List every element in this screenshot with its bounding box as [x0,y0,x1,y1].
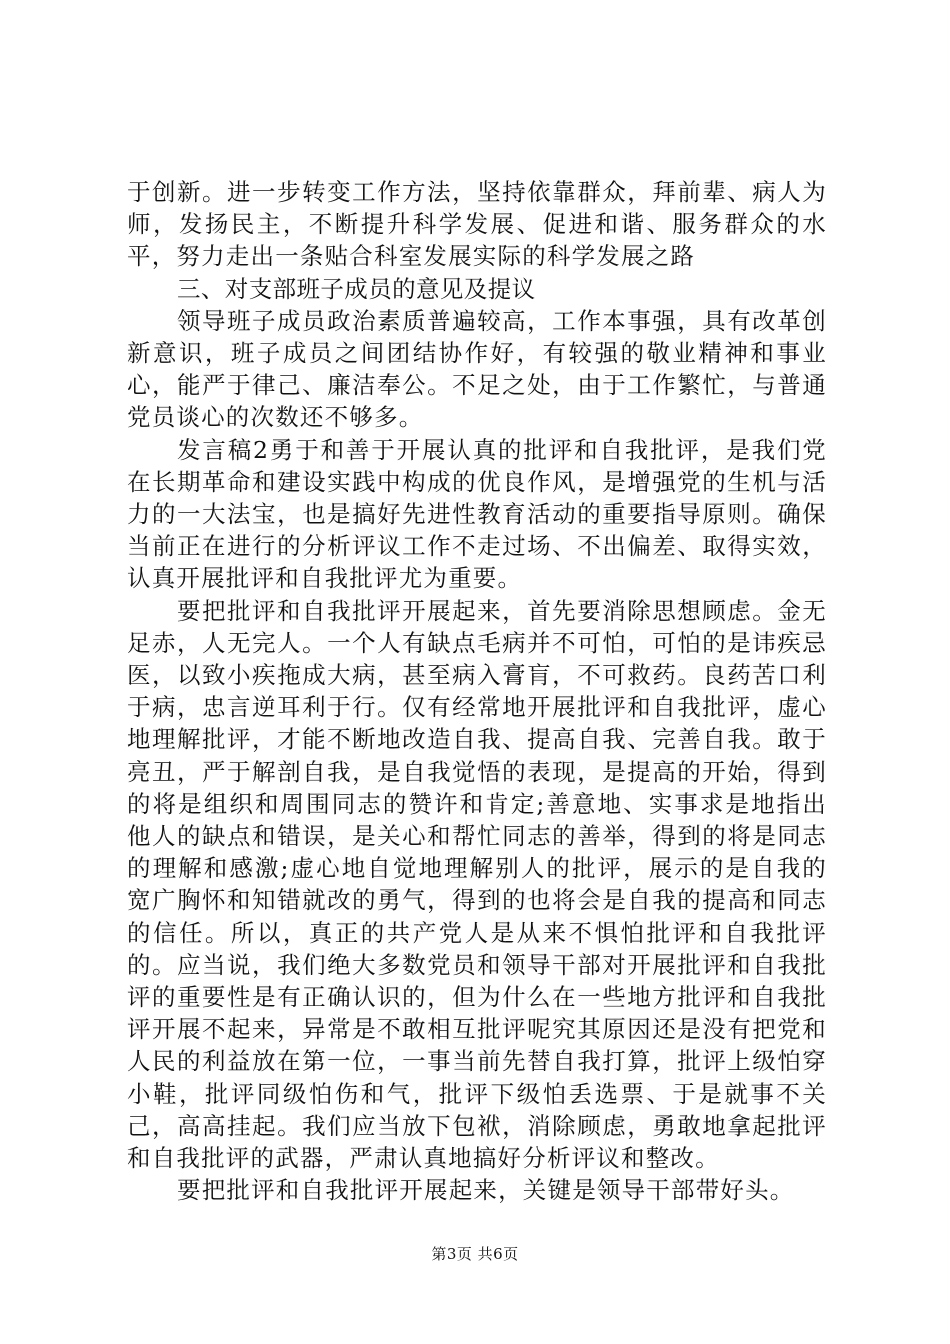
paragraph-criticism-concerns: 要把批评和自我批评开展起来，首先要消除思想顾虑。金无足赤，人无完人。一个人有缺点毛病并不可怕，可怕的是讳疾忌医，以致小疾拖成大病，甚至病入膏肓，不可救药。良药苦口利于病，忠言逆耳利于行。仅有经常地开展批评和自我批评，虚心地理解批评，才能不断地改造自我、提高自我、完善自我。敢于亮丑，严于解剖自我，是自我觉悟的表现，是提高的开始，得到的将是组织和周围同志的赞许和肯定;善意地、实事求是地指出他人的缺点和错误，是关心和帮忙同志的善举，得到的将是同志的理解和感激;虚心地自觉地理解别人的批评，展示的是自我的宽广胸怀和知错就改的勇气，得到的也将会是自我的提高和同志的信任。所以，真正的共产党人是从来不惧怕批评和自我批评的。应当说，我们绝大多数党员和领导干部对开展批评和自我批评的重要性是有正确认识的，但为什么在一些地方批评和自我批评开展不起来，异常是不敢相互批评呢究其原因还是没有把党和人民的利益放在第一位，一事当前先替自我打算，批评上级怕穿小鞋，批评同级怕伤和气，批评下级怕丢选票、于是就事不关己，高高挂起。我们应当放下包袱，消除顾虑，勇敢地拿起批评和自我批评的武器，严肃认真地搞好分析评议和整改。 [127,596,827,1173]
paragraph-leadership-evaluation: 领导班子成员政治素质普遍较高，工作本事强，具有改革创新意识，班子成员之间团结协作好，有较强的敬业精神和事业心，能严于律己、廉洁奉公。不足之处，由于工作繁忙，与普通党员谈心的次数还不够多。 [127,306,827,432]
page-number-footer: 第3页 共6页 [431,1245,519,1263]
paragraph-leaders-lead: 要把批评和自我批评开展起来，关键是领导干部带好头。 [177,1176,795,1205]
paragraph-continuation: 于创新。进一步转变工作方法，坚持依靠群众，拜前辈、病人为师，发扬民主，不断提升科学发展、促进和谐、服务群众的水平，努力走出一条贴合科室发展实际的科学发展之路 [127,178,827,271]
document-body [127,176,827,1207]
section-heading: 三、对支部班子成员的意见及提议 [177,274,536,303]
paragraph-speech-2-intro: 发言稿2勇于和善于开展认真的批评和自我批评，是我们党在长期革命和建设实践中构成的优良作风，是增强党的生机与活力的一大法宝，也是搞好先进性教育活动的重要指导原则。确保当前正在进行的分析评议工作不走过场、不出偏差、取得实效，认真开展批评和自我批评尤为重要。 [127,435,827,593]
